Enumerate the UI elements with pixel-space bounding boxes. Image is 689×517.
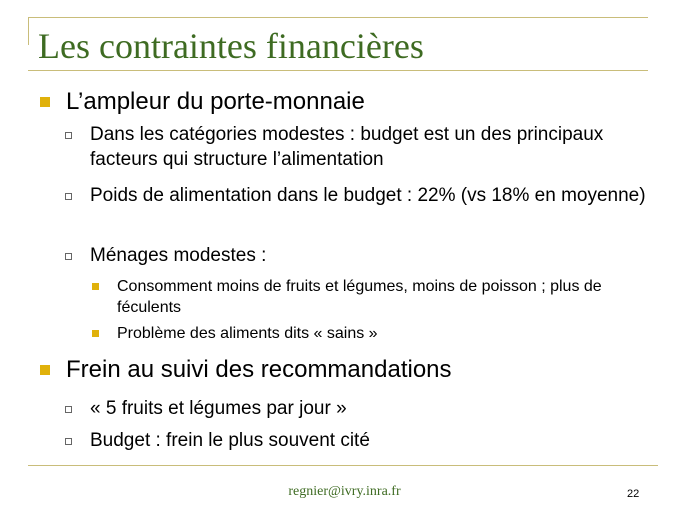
small-square-bullet-icon	[92, 283, 99, 290]
footer-email: regnier@ivry.inra.fr	[288, 484, 401, 499]
title-divider	[28, 70, 648, 71]
hollow-square-bullet-icon	[65, 406, 72, 413]
list-item-text: Poids de alimentation dans le budget : 22% (vs 18% en moyenne)	[90, 185, 646, 206]
square-bullet-icon	[40, 365, 50, 375]
sub-list-item-text: Consomment moins de fruits et légumes, moins de poisson ; plus de féculents	[117, 278, 602, 316]
decorative-top-line	[28, 17, 648, 18]
page-number: 22	[627, 488, 640, 500]
decorative-vertical-line	[28, 17, 29, 45]
slide-title: Les contraintes financières	[38, 26, 424, 66]
list-item-text: Ménages modestes :	[90, 245, 267, 266]
small-square-bullet-icon	[92, 330, 99, 337]
list-item-text: Budget : frein le plus souvent cité	[90, 430, 370, 451]
list-item-text: « 5 fruits et légumes par jour »	[90, 398, 347, 419]
section-2-heading: Frein au suivi des recommandations	[66, 356, 452, 383]
section-1-heading: L’ampleur du porte-monnaie	[66, 88, 365, 115]
hollow-square-bullet-icon	[65, 253, 72, 260]
hollow-square-bullet-icon	[65, 193, 72, 200]
sub-list-item-text: Problème des aliments dits « sains »	[117, 325, 378, 342]
hollow-square-bullet-icon	[65, 132, 72, 139]
footer-divider	[28, 465, 658, 466]
list-item-text: Dans les catégories modestes : budget est un des principaux facteurs qui structure l’alimentation	[90, 124, 604, 170]
hollow-square-bullet-icon	[65, 438, 72, 445]
square-bullet-icon	[40, 97, 50, 107]
